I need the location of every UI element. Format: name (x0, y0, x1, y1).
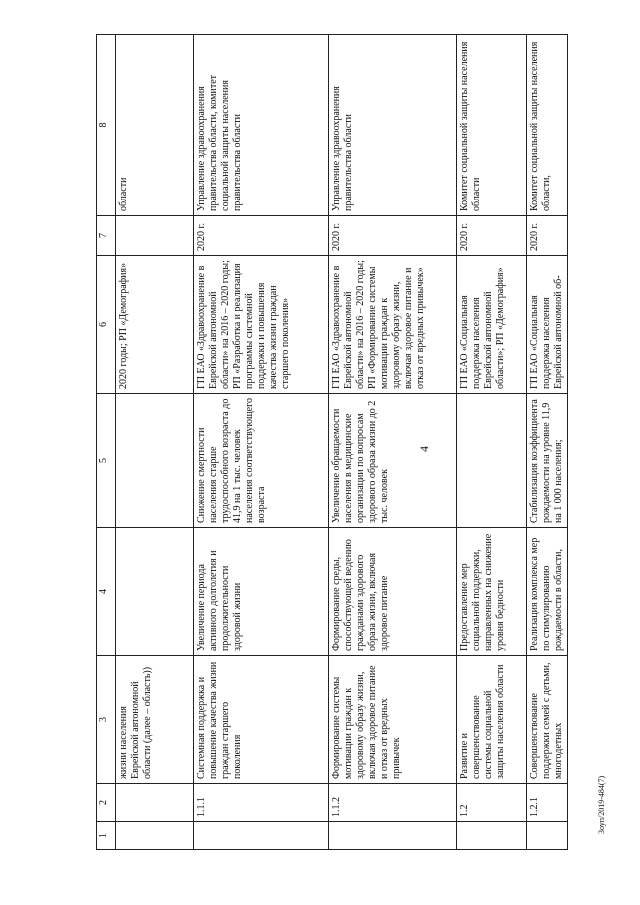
cell-measure: Формирование среды, способствующей ведению гражданами здорового образа жизни, включая здоровое питание (329, 528, 457, 656)
cell-deadline: 2020 г. (527, 216, 568, 256)
cell-program: ГП ЕАО «Социальная поддержка населения Еврейской автономной области»; РП «Демография» (457, 256, 527, 394)
measures-table (96, 34, 568, 850)
cell-task: жизни населения Еврейской автономной области (далее – область)) (116, 656, 194, 784)
cell-result (116, 394, 194, 528)
cell-task: Совершенствование поддержки семей с детьми, многодетных (527, 656, 568, 784)
header-cell: 3 (97, 656, 116, 784)
cell-responsible: Комитет социальной защиты населения области (457, 35, 527, 216)
cell-number (527, 822, 568, 850)
table-row (329, 35, 457, 850)
header-cell: 4 (97, 528, 116, 656)
cell-number (194, 822, 329, 850)
cell-responsible: Комитет социальной защиты населения области, (527, 35, 568, 216)
cell-result: Снижение смертности населения старше трудоспособного возраста до 41,9 на 1 тыс. человек населения соответствующего возраста (194, 394, 329, 528)
header-cell: 5 (97, 394, 116, 528)
cell-number (329, 822, 457, 850)
header-cell: 8 (97, 35, 116, 216)
table-row (194, 35, 329, 850)
cell-deadline (116, 216, 194, 256)
cell-number (116, 822, 194, 850)
cell-result (457, 394, 527, 528)
table-row (457, 35, 527, 850)
table-row (116, 35, 194, 850)
cell-result: Стабилизация коэффициента рождаемости на уровне 11,9 на 1 000 населения; (527, 394, 568, 528)
cell-responsible: Управление здравоохранения правительства области, комитет социальной защиты населения правительства области (194, 35, 329, 216)
cell-program: ГП ЕАО «Здравоохранение в Еврейской автономной области» на 2016 – 2020 годы; РП «Разработка и реализация программы системной поддержки и повышения качества жизни граждан старшего поколения» (194, 256, 329, 394)
cell-deadline: 2020 г. (194, 216, 329, 256)
cell-task: Развитие и совершенствование системы социальной защиты населения области (457, 656, 527, 784)
cell-task: Системная поддержка и повышение качества жизни граждан старшего поколения (194, 656, 329, 784)
cell-number (457, 822, 527, 850)
cell-program: ГП ЕАО «Здравоохранение в Еврейской автономной области» на 2016 – 2020 годы; РП «Формирование системы мотивации граждан к здоровому образу жизни, включая здоровое питание и отказ от вредных привычек» (329, 256, 457, 394)
cell-result: Увеличение обращаемости населения в медицинские организации по вопросам здорового образа жизни до 2 тыс. человек (329, 394, 457, 528)
cell-item-number: 1.1.2 (329, 784, 457, 822)
cell-item-number: 1.2.1 (527, 784, 568, 822)
header-cell: 6 (97, 256, 116, 394)
page-number: 4 (417, 446, 431, 452)
table-header-row (97, 35, 116, 850)
document-code: Зоуп/2019-484(7) (597, 775, 606, 834)
cell-task: Формирование системы мотивации граждан к здоровому образу жизни, включая здоровое питание и отказ от вредных привычек (329, 656, 457, 784)
header-cell: 1 (97, 822, 116, 850)
cell-program: 2020 годы; РП «Демография» (116, 256, 194, 394)
cell-responsible: области (116, 35, 194, 216)
cell-item-number: 1.1.1 (194, 784, 329, 822)
cell-measure (116, 528, 194, 656)
cell-program: ГП ЕАО «Социальная поддержка населения Еврейской автономной об- (527, 256, 568, 394)
rotated-table-container (96, 35, 566, 850)
cell-deadline: 2020 г. (457, 216, 527, 256)
cell-item-number (116, 784, 194, 822)
header-cell: 2 (97, 784, 116, 822)
header-cell: 7 (97, 216, 116, 256)
cell-responsible: Управление здравоохранения правительства области (329, 35, 457, 216)
cell-item-number: 1.2 (457, 784, 527, 822)
cell-measure: Предоставление мер социальной поддержки, направленных на снижение уровня бедности (457, 528, 527, 656)
cell-measure: Реализация комплекса мер по стимулированию рождаемости в области, (527, 528, 568, 656)
cell-deadline: 2020 г. (329, 216, 457, 256)
table-row (527, 35, 568, 850)
cell-measure: Увеличение периода активного долголетия и продолжительности здоровой жизни (194, 528, 329, 656)
